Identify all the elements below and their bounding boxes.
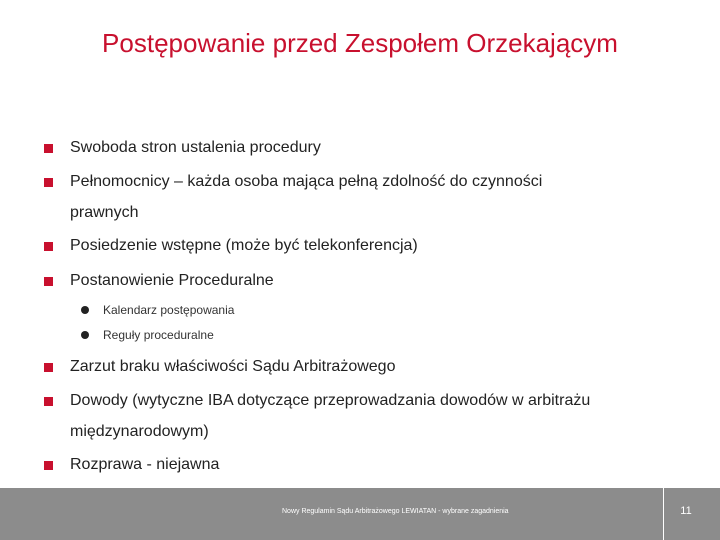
bullet-text: Postanowienie Proceduralne [70,272,274,289]
bullet-text-continuation: międzynarodowym) [70,423,209,440]
slide-title: Postępowanie przed Zespołem Orzekającym [102,28,618,58]
round-bullet-icon [81,306,89,314]
bullet-text: Pełnomocnicy – każda osoba mająca pełną zdolność do czynności [70,173,543,190]
round-bullet-icon [81,331,89,339]
bullet-text: Posiedzenie wstępne (może być telekonferencja) [70,237,418,254]
square-bullet-icon [44,144,53,153]
footer-bar [0,488,720,540]
footer-text: Nowy Regulamin Sądu Arbitrażowego LEWIATAN - wybrane zagadnienia [282,508,509,515]
bullet-text: Zarzut braku właściwości Sądu Arbitrażowego [70,358,396,375]
bullet-text-continuation: prawnych [70,204,139,221]
square-bullet-icon [44,178,53,187]
square-bullet-icon [44,277,53,286]
sub-bullet-text: Kalendarz postępowania [103,303,235,317]
bullet-text: Swoboda stron ustalenia procedury [70,139,321,156]
square-bullet-icon [44,397,53,406]
square-bullet-icon [44,242,53,251]
square-bullet-icon [44,363,53,372]
square-bullet-icon [44,461,53,470]
sub-bullet-text: Reguły proceduralne [103,328,214,342]
bullet-text: Dowody (wytyczne IBA dotyczące przeprowadzania dowodów w arbitrażu [70,392,591,409]
page-number: 11 [680,505,692,517]
bullet-text: Rozprawa - niejawna [70,456,220,473]
